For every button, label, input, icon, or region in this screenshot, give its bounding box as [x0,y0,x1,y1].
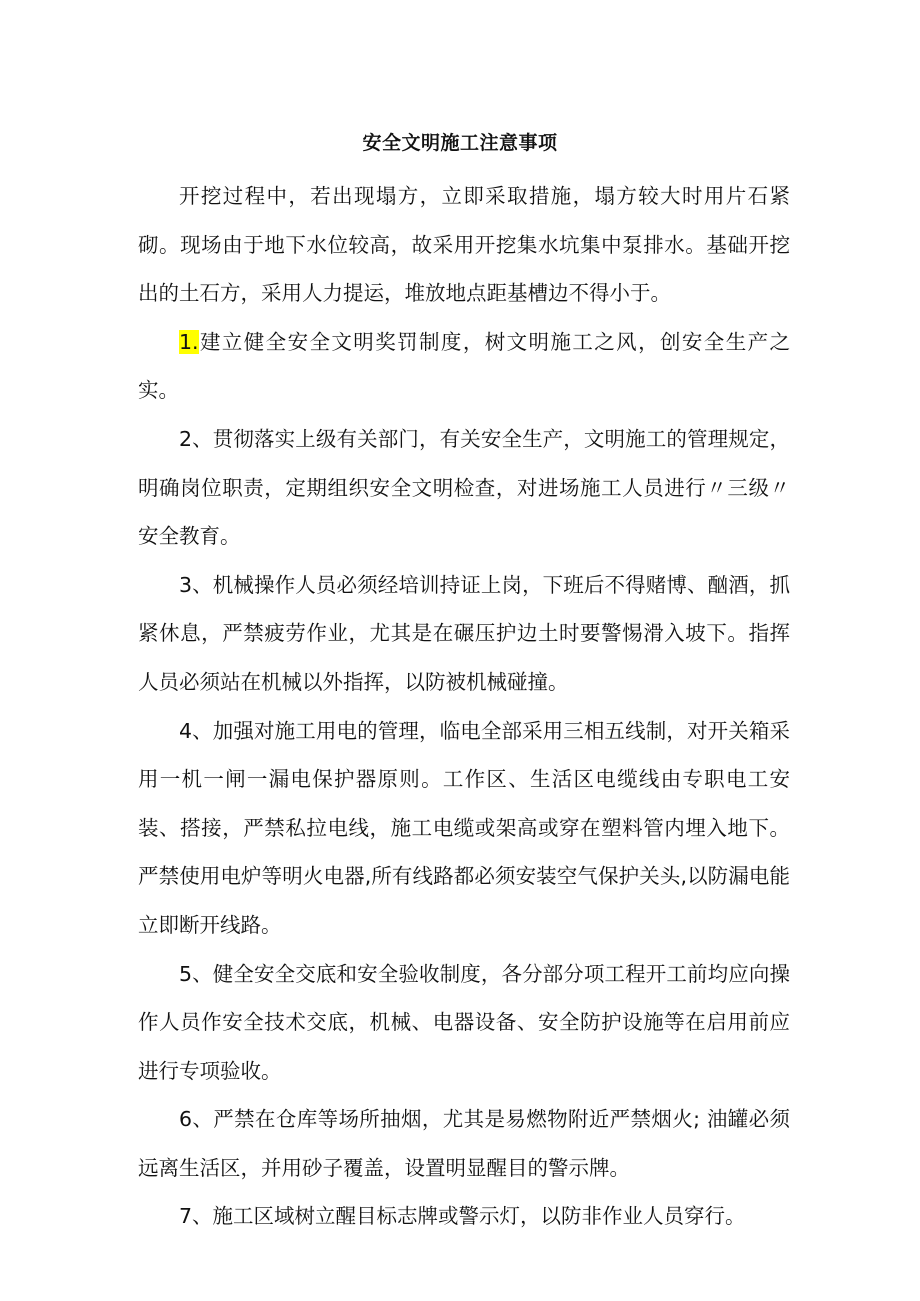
item-4-paragraph: 4、加强对施工用电的管理，临电全部采用三相五线制，对开关箱采用一机一闸一漏电保护器原则。工作区、生活区电缆线由专职电工安装、搭接，严禁私拉电线，施工电缆或架高或穿在塑料管内埋入地下。严禁使用电炉等明火电器,所有线路都必须安装空气保护关头,以防漏电能立即断开线路。 [138,718,790,937]
item-6-paragraph: 6、严禁在仓库等场所抽烟，尤其是易燃物附近严禁烟火; 油罐必须远离生活区，并用砂子覆盖，设置明显醒目的警示牌。 [138,1107,790,1180]
item-3-paragraph: 3、机械操作人员必须经培训持证上岗，下班后不得赌博、酗酒，抓紧休息，严禁疲劳作业，尤其是在碾压护边土时要警惕滑入坡下。指挥人员必须站在机械以外指挥，以防被机械碰撞。 [138,572,790,694]
item-7-paragraph: 7、施工区域树立醒目标志牌或警示灯，以防非作业人员穿行。 [179,1204,746,1229]
item-5-paragraph: 5、健全安全交底和安全验收制度，各分部分项工程开工前均应向操作人员作安全技术交底，机械、电器设备、安全防护设施等在启用前应进行专项验收。 [138,961,790,1083]
item-1-text: 建立健全安全文明奖罚制度，树文明施工之风，创安全生产之实。 [138,329,790,403]
intro-paragraph: 开挖过程中，若出现塌方，立即采取措施，塌方较大时用片石紧砌。现场由于地下水位较高，故采用开挖集水坑集中泵排水。基础开挖出的土石方，采用人力提运，堆放地点距基槽边不得小于。 [138,184,790,306]
item-2-paragraph: 2、贯彻落实上级有关部门，有关安全生产，文明施工的管理规定，明确岗位职责，定期组织安全文明检查，对进场施工人员进行〃三级〃安全教育。 [138,426,790,549]
document-title: 安全文明施工注意事项 [362,132,558,154]
document-body [138,172,790,1241]
item-1-paragraph [138,318,790,415]
item-1-number-highlight: 1. [179,329,199,354]
